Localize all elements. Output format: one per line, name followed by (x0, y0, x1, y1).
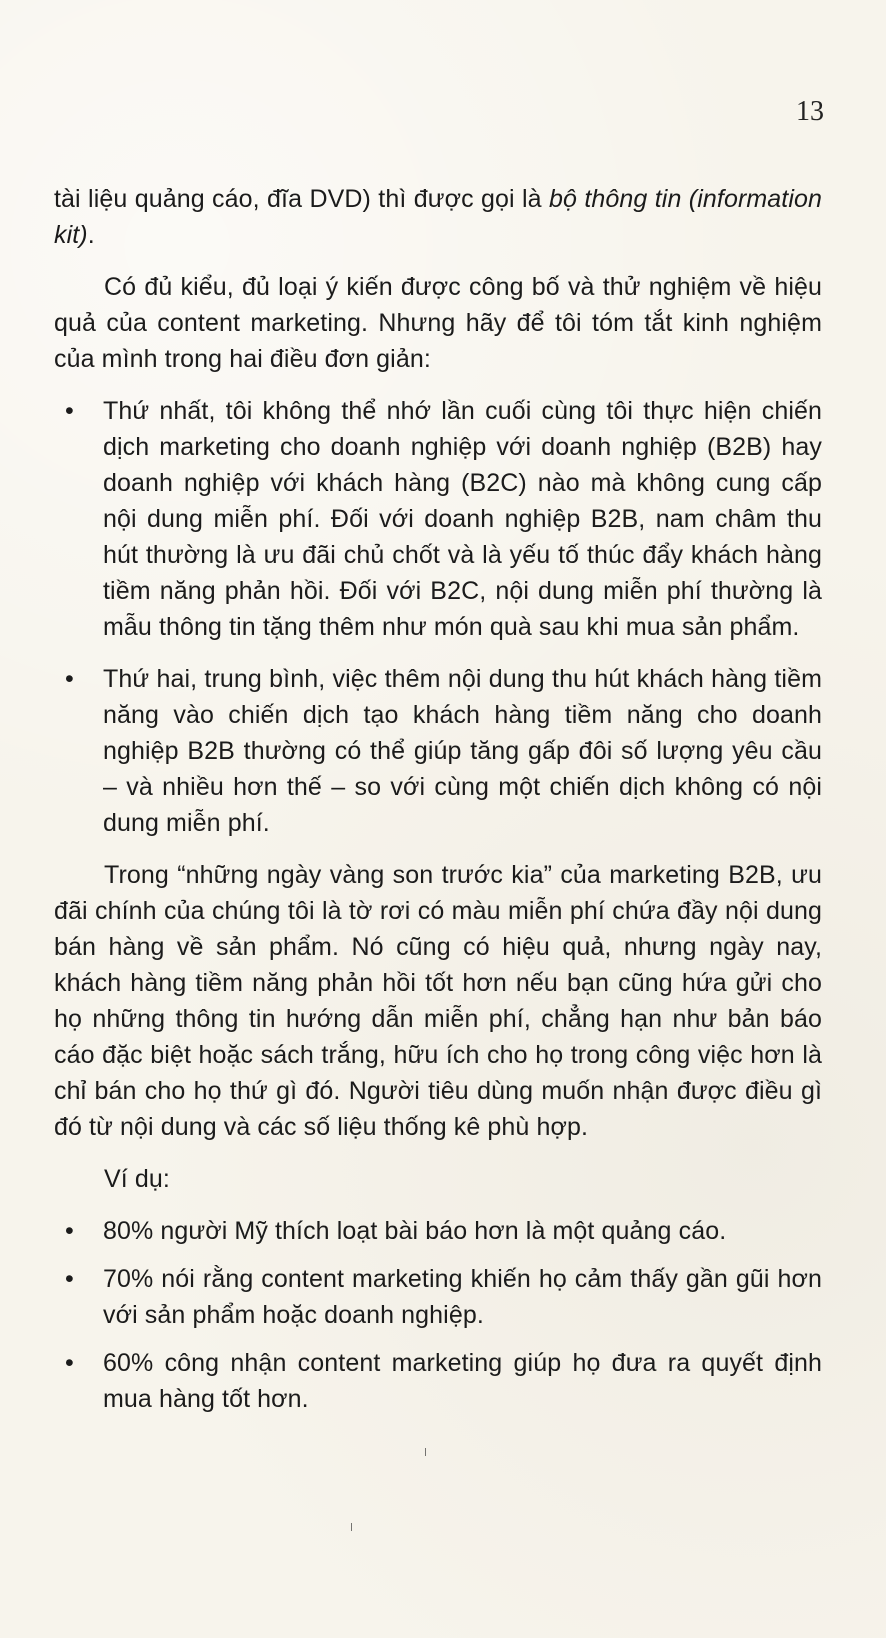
page-number: 13 (796, 96, 824, 127)
print-mark (425, 1448, 426, 1456)
bullet-item-2: • Thứ hai, trung bình, việc thêm nội dung thu hút khách hàng tiềm năng vào chiến dịch tạo khách hàng tiềm năng cho doanh nghiệp B2B thường có thể giúp tăng gấp đôi số lượng yêu cầu – và nhiều hơn thế – so với cùng một chiến dịch không có nội dung miễn phí. (54, 661, 822, 841)
paragraph-1-italic-term: bộ thông tin (information kit) (54, 185, 823, 249)
paragraph-3: Trong “những ngày vàng son trước kia” của marketing B2B, ưu đãi chính của chúng tôi là tờ rơi có màu miễn phí chứa đầy nội dung bán hàng về sản phẩm. Nó cũng có hiệu quả, nhưng ngày nay, khách hàng tiềm năng phản hồi tốt hơn nếu bạn cũng hứa gửi cho họ những thông tin hướng dẫn miễn phí, chẳng hạn như bản báo cáo đặc biệt hoặc sách trắng, hữu ích cho họ trong công việc hơn là chỉ bán cho họ thứ gì đó. Người tiêu dùng muốn nhận được điều gì đó từ nội dung và các số liệu thống kê phù hợp. (54, 861, 822, 1141)
paragraph-1-text: tài liệu quảng cáo, đĩa DVD) thì được gọi là (54, 185, 550, 213)
paragraph-1-end: . (87, 221, 95, 249)
statistic-item-3: • 60% công nhận content marketing giúp họ đưa ra quyết định mua hàng tốt hơn. (54, 1345, 822, 1417)
bullet-item-1: • Thứ nhất, tôi không thể nhớ lần cuối cùng tôi thực hiện chiến dịch marketing cho doanh nghiệp với doanh nghiệp (B2B) hay doanh nghiệp với khách hàng (B2C) nào mà không cung cấp nội dung miễn phí. Đối với doanh nghiệp B2B, nam châm thu hút thường là ưu đãi chủ chốt và là yếu tố thúc đẩy khách hàng tiềm năng phản hồi. Đối với B2C, nội dung miễn phí thường là mẫu thông tin tặng thêm như món quà sau khi mua sản phẩm. (54, 393, 822, 645)
page-content (54, 181, 822, 1429)
statistic-item-1: • 80% người Mỹ thích loạt bài báo hơn là một quảng cáo. (54, 1213, 822, 1249)
paragraph-2: Có đủ kiểu, đủ loại ý kiến được công bố và thử nghiệm về hiệu quả của content marketing. Nhưng hãy để tôi tóm tắt kinh nghiệm của mình trong hai điều đơn giản: (54, 273, 822, 373)
example-label: Ví dụ: (104, 1165, 170, 1193)
paragraph-1 (54, 181, 822, 253)
statistic-item-2: • 70% nói rằng content marketing khiến họ cảm thấy gần gũi hơn với sản phẩm hoặc doanh nghiệp. (54, 1261, 822, 1333)
print-mark (351, 1523, 352, 1531)
bleed-through-text (250, 95, 570, 113)
